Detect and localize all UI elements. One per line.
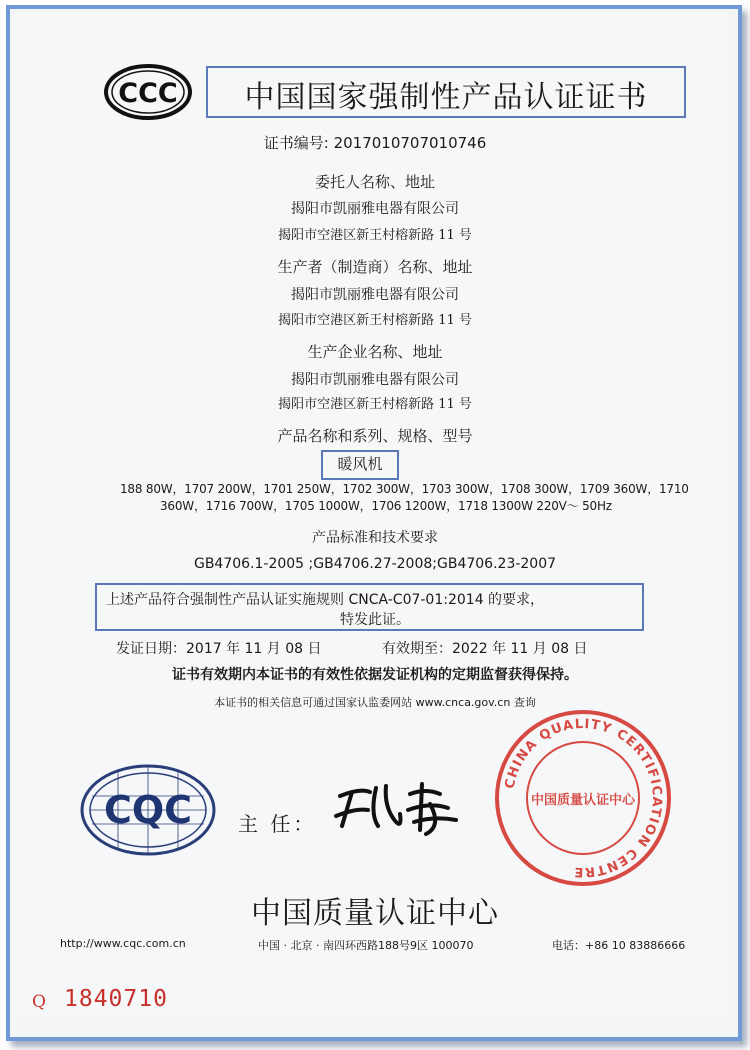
footer-phone: 电话：+86 10 83886666 [552,939,686,952]
seal-outer-text: CHINA QUALITY CERTIFICATION CENTRE [502,716,665,880]
statement-line-1: 上述产品符合强制性产品认证实施规则 CNCA-C07-01:2014 的要求， [106,592,545,608]
product-models-line-1: 188 80W，1707 200W，1701 250W，1702 300W，1703 300W，1708 300W，1709 360W，1710 [120,482,689,496]
factory-name: 揭阳市凯丽雅电器有限公司 [291,372,459,388]
footer-website: http://www.cqc.com.cn [60,937,186,950]
expiry-date-label: 有效期至： [382,641,452,657]
lookup-note: 本证书的相关信息可通过国家认监委网站 www.cnca.gov.cn 查询 [214,696,536,709]
cqc-logo-text: CQC [103,788,193,832]
manufacturer-heading: 生产者（制造商）名称、地址 [277,258,473,276]
serial-prefix: Q [32,992,46,1012]
certification-seal-stamp [493,708,673,888]
certificate-number [0,132,750,153]
standards-heading: 产品标准和技术要求 [312,530,438,546]
director-label: 主 任： [238,812,317,836]
product-name: 暖风机 [337,455,383,473]
product-heading: 产品名称和系列、规格、型号 [277,427,473,445]
cqc-logo-icon [78,762,218,858]
applicant-heading: 委托人名称、地址 [314,173,435,191]
serial-number: 1840710 [64,986,168,1012]
certificate-number-value: 2017010707010746 [333,134,487,152]
factory-heading: 生产企业名称、地址 [307,343,443,361]
issue-date-label: 发证日期： [116,641,186,657]
expiry-date [382,638,588,658]
applicant-address: 揭阳市空港区新王村榕新路 11 号 [278,228,472,243]
issue-date [116,638,322,658]
footer-address: 中国 · 北京 · 南四环西路188号9区 100070 [258,939,474,952]
issue-date-value: 2017 年 11 月 08 日 [186,641,322,657]
manufacturer-address: 揭阳市空港区新王村榕新路 11 号 [278,313,472,328]
ccc-logo-icon [103,63,193,121]
seal-inner-text: 中国质量认证中心 [530,793,636,808]
director-signature [330,774,470,844]
product-models-line-2: 360W，1716 700W，1705 1000W，1706 1200W，1718 1300W 220V～ 50Hz [160,499,612,513]
certificate-title: 中国国家强制性产品认证证书 [244,80,648,115]
issuer-name: 中国质量认证中心 [251,896,499,931]
validity-note: 证书有效期内本证书的有效性依据发证机构的定期监督获得保持。 [172,667,578,683]
manufacturer-name: 揭阳市凯丽雅电器有限公司 [291,287,459,303]
ccc-logo-text: CCC [118,78,178,109]
factory-address: 揭阳市空港区新王村榕新路 11 号 [278,397,472,412]
statement-line-2: 特发此证。 [340,612,410,628]
standards-list: GB4706.1-2005 ;GB4706.27-2008;GB4706.23-2007 [193,556,557,572]
expiry-date-value: 2022 年 11 月 08 日 [452,641,588,657]
certificate-number-label: 证书编号: [263,134,329,152]
applicant-name: 揭阳市凯丽雅电器有限公司 [291,201,459,217]
